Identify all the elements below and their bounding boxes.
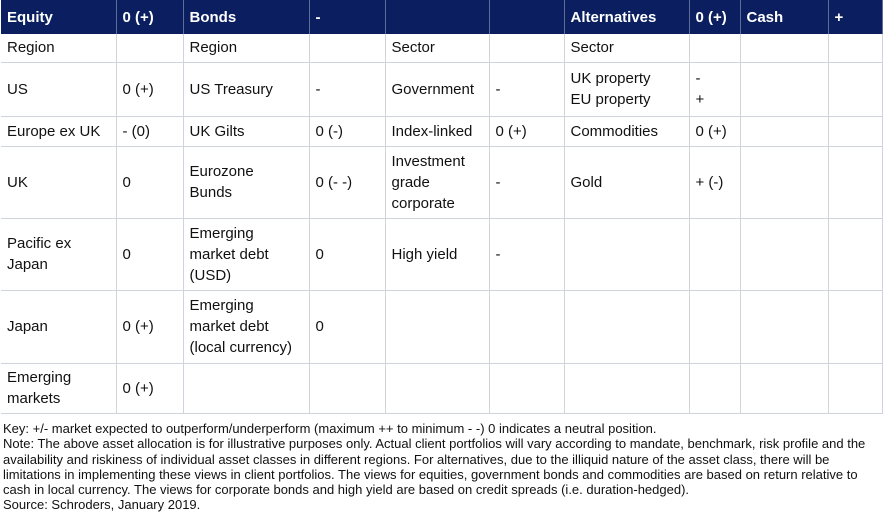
alternatives-property-cell — [564, 62, 689, 116]
cash-empty-1 — [740, 34, 828, 62]
alternatives-view-uk-property: - — [695, 70, 701, 87]
local-currency-line: (local currency) — [189, 339, 293, 356]
cash-empty-2 — [828, 34, 882, 62]
bonds-empty — [183, 363, 309, 413]
eurozone-line: Eurozone — [189, 163, 254, 180]
header-cash: Cash — [740, 0, 828, 34]
bonds-sector-empty — [489, 290, 564, 363]
bonds-region-view-empty — [309, 34, 385, 62]
source-note: Source: Schroders, January 2019. — [3, 497, 201, 513]
header-equity: Equity — [1, 0, 116, 34]
equity-region-emerging-markets — [1, 363, 116, 413]
equity-view-emerging-markets: 0 (+) — [116, 363, 183, 413]
market-debt-line: market debt — [189, 318, 269, 335]
bonds-view-em-debt-usd: 0 — [309, 218, 385, 290]
bonds-sector-empty — [385, 363, 489, 413]
equity-region-japan: Japan — [1, 290, 116, 363]
bonds-region-em-debt-local — [183, 290, 309, 363]
key-note: Key: +/- market expected to outperform/underperform (maximum ++ to minimum - -) 0 indicates a neutral position. — [3, 421, 657, 436]
alternatives-sector-view-empty — [689, 34, 740, 62]
cash-empty — [740, 290, 828, 363]
cash-empty — [740, 218, 828, 290]
header-equity-view: 0 (+) — [116, 0, 183, 34]
equity-region-pacific-ex-japan — [1, 218, 116, 290]
subheader-row — [1, 34, 882, 62]
bonds-sector-view-empty — [489, 34, 564, 62]
investment-line: Investment — [391, 152, 465, 170]
table-row — [1, 218, 882, 290]
alternatives-view-commodities: 0 (+) — [689, 116, 740, 146]
cash-empty — [828, 363, 882, 413]
bonds-sector-view-index-linked: 0 (+) — [489, 116, 564, 146]
bonds-sector-investment-grade — [385, 146, 489, 218]
header-alternatives-view: 0 (+) — [689, 0, 740, 34]
table-row — [1, 116, 882, 146]
equity-view-europe-ex-uk: - (0) — [116, 116, 183, 146]
bonds-view-em-debt-local: 0 — [309, 290, 385, 363]
bonds-sector-high-yield: High yield — [385, 218, 489, 290]
equity-region-uk: UK — [1, 146, 116, 218]
equity-region-europe-ex-uk: Europe ex UK — [1, 116, 116, 146]
cash-empty — [740, 146, 828, 218]
alternatives-gold: Gold — [564, 146, 689, 218]
bonds-sector-view-high-yield: - — [489, 218, 564, 290]
disclaimer-note: Note: The above asset allocation is for illustrative purposes only. Actual client portfolios will vary according to mandate, benchmark, risk profile and the availability and riskiness of individual asset classes in different regions. For alternatives, due to the illiquid nature of the asset class, there will be limitations in implementing these views in client portfolios. The views for equities, government bonds and commodities are based on return relative to cash in local currency. The views for corporate bonds and high yield are based on credit spreads (i.e. duration-hedged). — [3, 436, 866, 498]
cash-empty — [828, 62, 882, 116]
alternatives-view-gold: + (-) — [689, 146, 740, 218]
alternatives-commodities: Commodities — [564, 116, 689, 146]
alternatives-sector-label: Sector — [564, 34, 689, 62]
footnotes — [3, 421, 881, 513]
bonds-region-eurozone-bunds — [183, 146, 309, 218]
bonds-sector-empty — [385, 290, 489, 363]
bonds-region-uk-gilts: UK Gilts — [183, 116, 309, 146]
header-bonds-view: - — [309, 0, 385, 34]
bonds-region-label: Region — [183, 34, 309, 62]
cash-empty — [828, 218, 882, 290]
markets-line: markets — [7, 390, 61, 407]
market-debt-line: market debt — [189, 245, 269, 263]
alternatives-empty — [689, 363, 740, 413]
header-row — [1, 0, 882, 34]
bunds-line: Bunds — [189, 184, 233, 201]
usd-line: (USD) — [189, 266, 232, 284]
bonds-view-uk-gilts: 0 (-) — [309, 116, 385, 146]
alternatives-eu-property: EU property — [570, 91, 651, 108]
equity-region-us: US — [1, 62, 116, 116]
bonds-view-us-treasury: - — [309, 62, 385, 116]
alternatives-empty — [564, 290, 689, 363]
alternatives-empty — [564, 363, 689, 413]
asset-allocation-table — [1, 0, 883, 414]
bonds-sector-empty — [489, 363, 564, 413]
alternatives-empty — [564, 218, 689, 290]
table-row — [1, 363, 882, 413]
japan-line: Japan — [7, 256, 48, 273]
bonds-region-em-debt-usd — [183, 218, 309, 290]
header-blank-2 — [489, 0, 564, 34]
equity-region-label: Region — [1, 34, 116, 62]
alternatives-empty — [689, 290, 740, 363]
pacific-ex-line: Pacific ex — [7, 235, 72, 252]
emerging-line: Emerging — [7, 369, 72, 386]
table-row — [1, 146, 882, 218]
bonds-sector-view-investment-grade: - — [489, 146, 564, 218]
alternatives-empty — [689, 218, 740, 290]
header-blank-1 — [385, 0, 489, 34]
cash-empty — [828, 290, 882, 363]
bonds-sector-government: Government — [385, 62, 489, 116]
bonds-sector-index-linked: Index-linked — [385, 116, 489, 146]
bonds-view-eurozone-bunds: 0 (- -) — [309, 146, 385, 218]
cash-empty — [828, 146, 882, 218]
emerging-line: Emerging — [189, 297, 254, 314]
equity-view-pacific-ex-japan: 0 — [116, 218, 183, 290]
table-row — [1, 62, 882, 116]
bonds-sector-label: Sector — [385, 34, 489, 62]
cash-empty — [740, 116, 828, 146]
header-bonds: Bonds — [183, 0, 309, 34]
bonds-sector-view-government: - — [489, 62, 564, 116]
equity-view-japan: 0 (+) — [116, 290, 183, 363]
table-row — [1, 290, 882, 363]
alternatives-view-eu-property: + — [695, 91, 705, 108]
equity-view-us: 0 (+) — [116, 62, 183, 116]
cash-empty — [828, 116, 882, 146]
header-cash-view: + — [828, 0, 882, 34]
bonds-empty — [309, 363, 385, 413]
cash-empty — [740, 62, 828, 116]
bonds-region-us-treasury: US Treasury — [183, 62, 309, 116]
equity-view-uk: 0 — [116, 146, 183, 218]
header-alternatives: Alternatives — [564, 0, 689, 34]
alternatives-uk-property: UK property — [570, 70, 651, 87]
emerging-line: Emerging — [189, 224, 254, 242]
alternatives-property-view-cell — [689, 62, 740, 116]
equity-region-view-empty — [116, 34, 183, 62]
grade-line: grade — [391, 173, 430, 191]
cash-empty — [740, 363, 828, 413]
corporate-line: corporate — [391, 194, 455, 212]
